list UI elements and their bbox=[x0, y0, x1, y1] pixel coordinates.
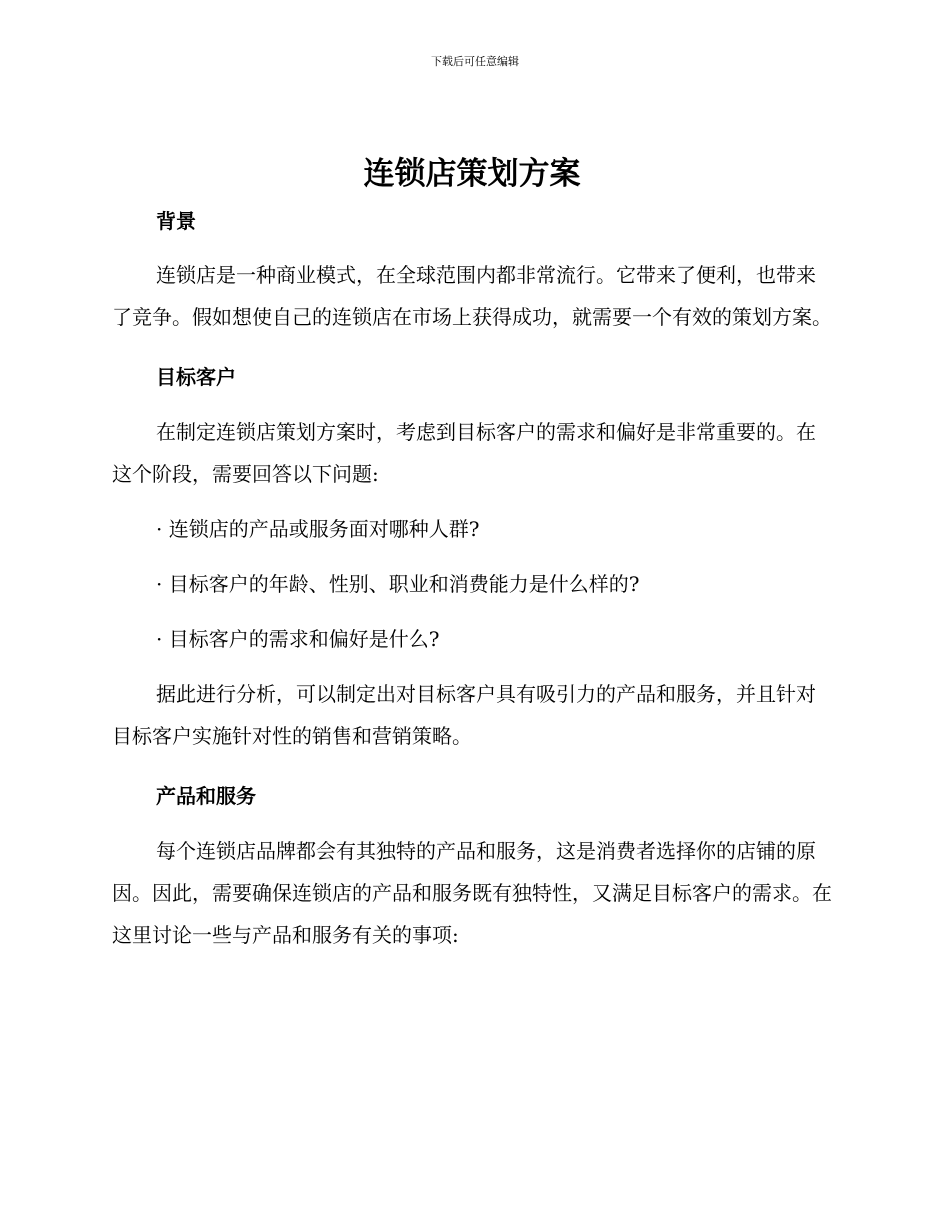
section-target-customers bbox=[112, 362, 832, 757]
question-item: · 目标客户的年龄、性别、职业和消费能力是什么样的? bbox=[156, 572, 640, 596]
section-heading-target-customers: 目标客户 bbox=[156, 365, 236, 389]
paragraph-products-services: 每个连锁店品牌都会有其独特的产品和服务，这是消费者选择你的店铺的原因。因此，需要确保连锁店的产品和服务既有独特性，又满足目标客户的需求。在这里讨论一些与产品和服务有关的事项: bbox=[112, 839, 832, 947]
question-item: · 连锁店的产品或服务面对哪种人群? bbox=[156, 517, 480, 541]
paragraph-background: 连锁店是一种商业模式，在全球范围内都非常流行。它带来了便利，也带来了竞争。假如想使自己的连锁店在市场上获得成功，就需要一个有效的策划方案。 bbox=[112, 263, 832, 329]
question-list bbox=[112, 508, 832, 660]
section-heading-background: 背景 bbox=[156, 209, 196, 233]
paragraph-target-customers-intro: 在制定连锁店策划方案时，考虑到目标客户的需求和偏好是非常重要的。在这个阶段，需要回答以下问题: bbox=[112, 420, 816, 486]
question-item: · 目标客户的需求和偏好是什么? bbox=[156, 627, 440, 651]
document-body bbox=[112, 152, 832, 956]
section-products-services bbox=[112, 781, 832, 956]
section-heading-products-services: 产品和服务 bbox=[156, 784, 256, 808]
page-header-note: 下载后可任意编辑 bbox=[431, 55, 519, 68]
paragraph-target-customers-conclusion: 据此进行分析，可以制定出对目标客户具有吸引力的产品和服务，并且针对目标客户实施针对性的销售和营销策略。 bbox=[112, 682, 816, 748]
section-background bbox=[112, 206, 832, 338]
document-title: 连锁店策划方案 bbox=[363, 156, 581, 192]
